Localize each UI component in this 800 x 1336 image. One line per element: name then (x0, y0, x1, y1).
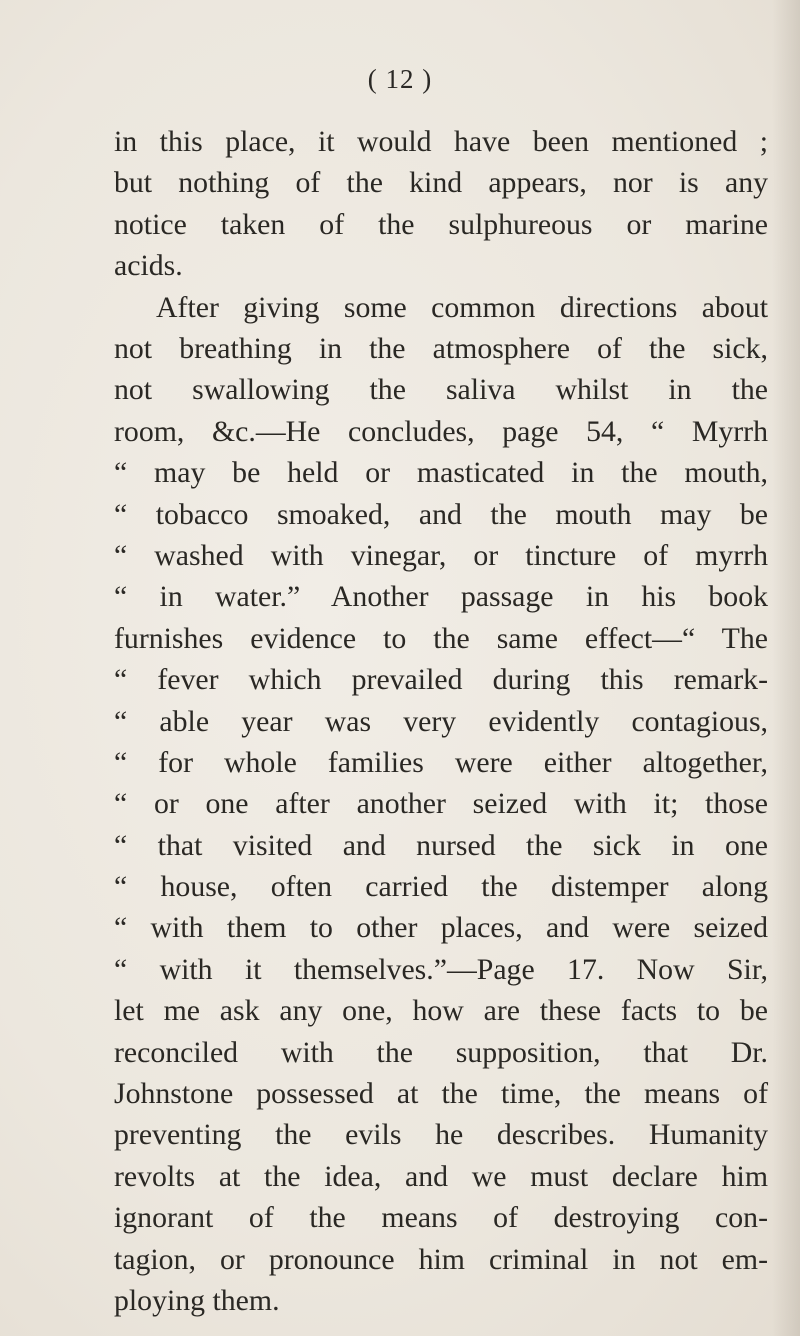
text-line: “ fever which prevailed during this remark- (114, 663, 768, 697)
text-line: “ that visited and nursed the sick in one (114, 828, 768, 862)
text-line: “ in water.” Another passage in his book (114, 580, 768, 614)
text-line: “ house, often carried the distemper along (114, 870, 768, 904)
text-line: ploying them. (114, 1284, 280, 1317)
text-line: furnishes evidence to the same effect—“ The (114, 621, 768, 655)
text-line: let me ask any one, how are these facts to be (114, 994, 768, 1028)
text-line: preventing the evils he describes. Humanity (114, 1118, 768, 1152)
text-line: “ with them to other places, and were seized (114, 911, 768, 945)
text-line: in this place, it would have been mentioned ; (114, 125, 768, 158)
text-line: not breathing in the atmosphere of the sick, (114, 331, 768, 365)
text-line: tagion, or pronounce him criminal in not em- (114, 1242, 768, 1276)
text-line: but nothing of the kind appears, nor is any (114, 166, 768, 200)
text-line: “ with it themselves.”—Page 17. Now Sir, (114, 952, 768, 986)
text-line: “ tobacco smoaked, and the mouth may be (114, 497, 768, 531)
page-number: ( 12 ) (367, 64, 433, 94)
text-line: “ washed with vinegar, or tincture of myrrh (114, 538, 768, 572)
text-line: revolts at the idea, and we must declare him (114, 1159, 768, 1193)
text-line: notice taken of the sulphureous or marine (114, 207, 768, 241)
text-line: acids. (114, 249, 183, 283)
text-line: “ for whole families were either altogether, (114, 745, 768, 779)
text-line: reconciled with the supposition, that Dr. (114, 1035, 768, 1069)
text-line: Johnstone possessed at the time, the means of (114, 1077, 768, 1111)
text-line: “ able year was very evidently contagious, (114, 704, 768, 738)
text-line: ignorant of the means of destroying con- (114, 1201, 768, 1235)
text-line: After giving some common directions about (156, 290, 768, 324)
text-line: room, &c.—He concludes, page 54, “ Myrrh (114, 414, 768, 448)
text-line: “ may be held or masticated in the mouth, (114, 456, 768, 490)
text-line: not swallowing the saliva whilst in the (114, 373, 768, 407)
text-line: “ or one after another seized with it; those (114, 787, 768, 821)
